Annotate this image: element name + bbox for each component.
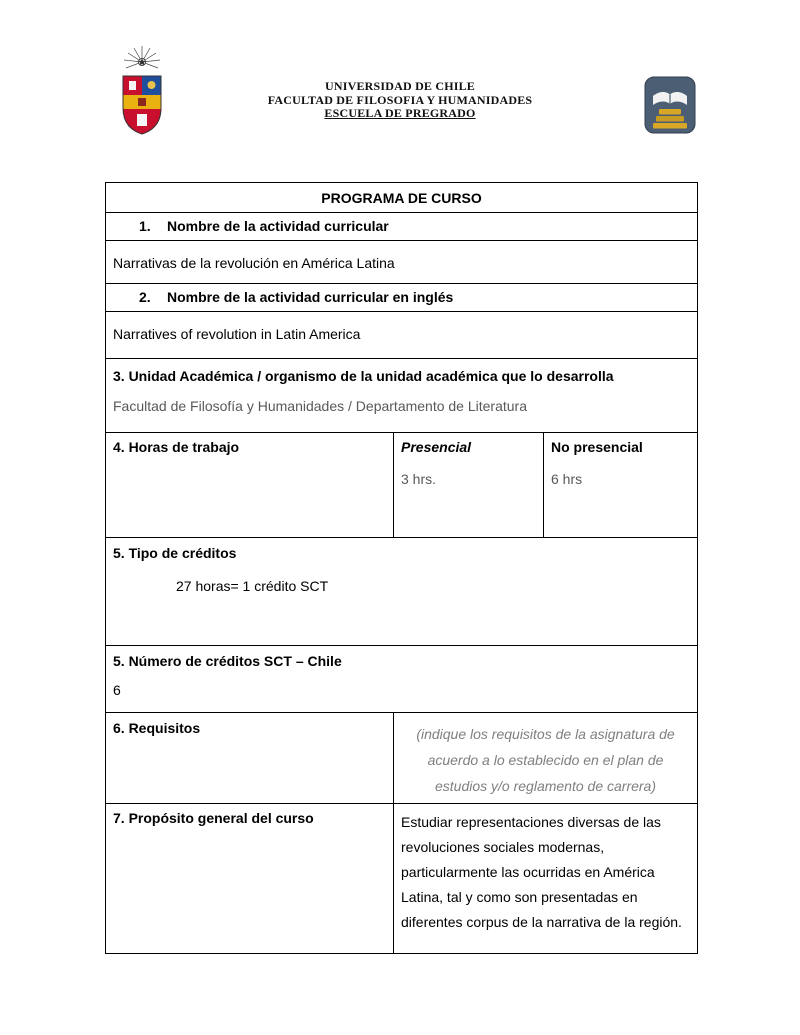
field3-value: Facultad de Filosofía y Humanidades / Departamento de Literatura — [113, 398, 528, 414]
field2-number: 2. — [139, 289, 151, 305]
field1-number: 1. — [139, 218, 151, 234]
field4-presencial-value: 3 hrs. — [401, 471, 437, 487]
field6-heading: 5. Número de créditos SCT – Chile — [113, 653, 342, 669]
field6-cell — [106, 646, 698, 713]
university-name: UNIVERSIDAD DE CHILE — [324, 79, 476, 93]
field7-note: (indique los requisitos de la asignatura de acuerdo a lo establecido en el plan de estudios y/o reglamento de carrera) — [394, 713, 698, 804]
table-title: PROGRAMA DE CURSO — [106, 183, 698, 213]
field3-cell — [106, 359, 698, 433]
field5-value: 27 horas= 1 crédito SCT — [176, 578, 329, 594]
pregrado-book-logo-icon — [644, 76, 696, 139]
field5-heading: 5. Tipo de créditos — [113, 545, 237, 561]
program-table — [105, 182, 698, 954]
field3-heading: 3. Unidad Académica / organismo de la unidad académica que lo desarrolla — [113, 368, 614, 384]
field2-value: Narratives of revolution in Latin America — [106, 312, 698, 359]
field7-heading: 6. Requisitos — [113, 720, 201, 736]
field6-value: 6 — [113, 682, 121, 698]
faculty-name: FACULTAD DE FILOSOFIA Y HUMANIDADES — [267, 92, 533, 107]
field8-heading: 7. Propósito general del curso — [113, 810, 314, 826]
field4-presencial-label: Presencial — [401, 439, 472, 455]
school-name: ESCUELA DE PREGRADO — [324, 106, 476, 120]
field4-presencial-cell — [394, 433, 544, 538]
field1-heading-cell — [106, 213, 698, 241]
field2-heading-cell — [106, 284, 698, 312]
field7-heading-cell — [106, 713, 394, 804]
field4-heading-cell — [106, 433, 394, 538]
document-header — [0, 0, 800, 160]
field1-heading: Nombre de la actividad curricular — [167, 218, 389, 234]
field8-value: Estudiar representaciones diversas de las revoluciones sociales modernas, particularmente las ocurridas en América Latina, tal y como son presentadas en diferentes corpus de la narrativa de la región. — [394, 804, 698, 954]
field4-heading: 4. Horas de trabajo — [113, 439, 240, 455]
field1-value: Narrativas de la revolución en América Latina — [106, 241, 698, 284]
field8-heading-cell — [106, 804, 394, 954]
field4-no-presencial-value: 6 hrs — [551, 471, 583, 487]
field4-no-presencial-cell — [544, 433, 698, 538]
field5-cell — [106, 538, 698, 646]
field2-heading: Nombre de la actividad curricular en inglés — [167, 289, 454, 305]
field4-no-presencial-label: No presencial — [551, 439, 643, 455]
